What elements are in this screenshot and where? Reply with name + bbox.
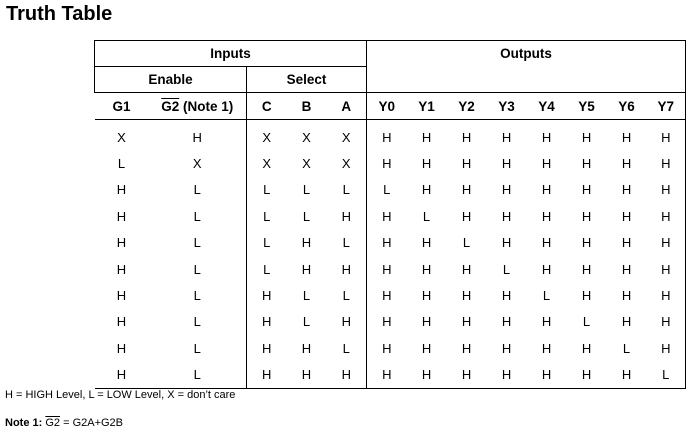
table-cell: H	[581, 288, 592, 304]
table-cell: H	[461, 261, 472, 277]
table-cell: H	[501, 156, 512, 172]
table-cell: X	[262, 129, 272, 145]
table-cell: H	[647, 120, 686, 151]
col-header-y6: Y6	[607, 93, 647, 120]
table-cell: L	[647, 362, 686, 389]
table-cell: H	[527, 362, 567, 389]
table-cell: H	[447, 362, 487, 389]
table-cell: H	[327, 256, 367, 282]
table-cell: L	[327, 335, 367, 361]
table-cell: H	[149, 120, 247, 151]
table-cell: H	[541, 340, 552, 356]
table-cell: L	[302, 288, 311, 304]
g2-note-ref: (Note 1)	[179, 98, 234, 114]
table-cell: H	[647, 230, 686, 256]
table-cell: H	[116, 340, 127, 356]
table-row	[95, 203, 686, 229]
table-cell: X	[302, 156, 311, 172]
table-cell: L	[263, 182, 271, 198]
note-symbol: G2	[45, 417, 61, 429]
table-cell: H	[621, 156, 632, 172]
table-cell: H	[247, 362, 287, 389]
table-cell: L	[622, 340, 631, 356]
table-cell: H	[647, 256, 686, 282]
table-cell: H	[501, 208, 512, 224]
table-cell: H	[647, 282, 686, 308]
table-cell: H	[421, 156, 432, 172]
page-title: Truth Table	[6, 3, 113, 25]
table-cell: L	[327, 230, 367, 256]
table-cell: H	[541, 261, 552, 277]
table-cell: H	[647, 150, 686, 176]
table-cell: H	[541, 156, 552, 172]
table-cell: H	[327, 309, 367, 335]
table-cell: H	[421, 235, 432, 251]
table-cell: H	[461, 208, 472, 224]
table-row	[95, 256, 686, 282]
table-cell: H	[501, 288, 512, 304]
table-cell: H	[581, 235, 592, 251]
table-cell: H	[287, 362, 327, 389]
note-expression: = G2A+G2B	[60, 417, 124, 429]
table-cell: H	[607, 362, 647, 389]
table-cell: L	[542, 288, 551, 304]
table-cell: H	[461, 182, 472, 198]
table-cell: H	[541, 129, 552, 145]
table-cell: H	[262, 340, 272, 356]
table-cell: H	[581, 156, 592, 172]
inputs-header: Inputs	[95, 41, 367, 67]
table-cell: H	[501, 340, 512, 356]
table-cell: H	[301, 235, 312, 251]
table-cell: H	[501, 182, 512, 198]
table-cell: H	[301, 261, 312, 277]
table-cell: H	[301, 340, 312, 356]
table-cell: H	[461, 288, 472, 304]
table-cell: L	[302, 314, 311, 330]
table-cell: H	[421, 129, 432, 145]
col-header-y0: Y0	[367, 93, 407, 120]
table-cell: L	[149, 177, 247, 203]
table-cell: H	[581, 182, 592, 198]
col-header-g1: G1	[95, 93, 149, 120]
table-cell: H	[581, 208, 592, 224]
table-cell: H	[581, 340, 592, 356]
table-cell: H	[501, 129, 512, 145]
table-cell: H	[541, 235, 552, 251]
table-cell: H	[461, 156, 472, 172]
col-header-g2	[149, 93, 247, 120]
table-row	[95, 282, 686, 308]
table-cell: H	[647, 203, 686, 229]
table-row	[95, 150, 686, 176]
table-cell: H	[262, 288, 272, 304]
table-cell: H	[621, 235, 632, 251]
col-header-y1: Y1	[407, 93, 447, 120]
table-cell: H	[382, 288, 392, 304]
truth-table-body	[95, 120, 686, 389]
table-cell: H	[382, 208, 392, 224]
table-cell: H	[95, 362, 149, 389]
table-cell: L	[149, 282, 247, 308]
table-cell: H	[461, 129, 472, 145]
select-header: Select	[247, 67, 367, 93]
table-cell: X	[117, 129, 126, 145]
col-header-y7: Y7	[647, 93, 686, 120]
table-cell: H	[421, 314, 432, 330]
table-cell: H	[116, 314, 127, 330]
table-cell: L	[149, 335, 247, 361]
col-header-y3: Y3	[487, 93, 527, 120]
table-cell: H	[116, 288, 127, 304]
table-cell: H	[262, 314, 272, 330]
table-cell: H	[501, 314, 512, 330]
table-cell: H	[621, 314, 632, 330]
table-cell: H	[382, 340, 392, 356]
table-cell: L	[149, 256, 247, 282]
table-row	[95, 362, 686, 389]
table-cell: H	[621, 208, 632, 224]
table-cell: H	[647, 309, 686, 335]
table-cell: H	[421, 340, 432, 356]
table-cell: H	[327, 203, 367, 229]
table-cell: H	[621, 129, 632, 145]
table-cell: H	[581, 129, 592, 145]
table-cell: H	[567, 362, 607, 389]
table-cell: L	[383, 182, 391, 198]
truth-table	[94, 40, 686, 389]
table-cell: L	[149, 362, 247, 389]
table-cell: H	[461, 314, 472, 330]
col-header-y4: Y4	[527, 93, 567, 120]
table-cell: L	[149, 203, 247, 229]
table-cell: X	[262, 156, 272, 172]
table-cell: H	[116, 235, 127, 251]
table-cell: H	[541, 314, 552, 330]
col-header-c: C	[247, 93, 287, 120]
table-cell: L	[582, 314, 591, 330]
table-cell: H	[382, 129, 392, 145]
table-cell: L	[149, 309, 247, 335]
table-cell: H	[541, 208, 552, 224]
table-cell: H	[407, 362, 447, 389]
table-row	[95, 309, 686, 335]
table-cell: L	[302, 208, 311, 224]
table-cell: H	[501, 235, 512, 251]
table-cell: L	[117, 156, 126, 172]
note-label: Note 1:	[5, 417, 43, 429]
table-cell: H	[621, 261, 632, 277]
table-cell: H	[621, 182, 632, 198]
legend-text: H = HIGH Level, L = LOW Level, X = don’t care	[5, 389, 236, 401]
table-cell: H	[367, 362, 407, 389]
table-cell: H	[116, 182, 127, 198]
table-cell: H	[382, 156, 392, 172]
table-row	[95, 177, 686, 203]
table-row	[95, 120, 686, 151]
table-cell: H	[421, 182, 432, 198]
table-cell: H	[421, 261, 432, 277]
table-cell: H	[382, 235, 392, 251]
table-cell: L	[502, 261, 511, 277]
table-cell: H	[421, 288, 432, 304]
table-cell: L	[327, 282, 367, 308]
table-cell: L	[263, 235, 271, 251]
table-cell: X	[327, 120, 367, 151]
table-cell: X	[149, 150, 247, 176]
table-cell: H	[647, 177, 686, 203]
table-cell: L	[263, 208, 271, 224]
table-cell: L	[149, 230, 247, 256]
outputs-header: Outputs	[367, 41, 686, 93]
table-cell: L	[263, 261, 271, 277]
table-cell: H	[116, 261, 127, 277]
table-row	[95, 230, 686, 256]
table-cell: L	[327, 177, 367, 203]
col-header-y2: Y2	[447, 93, 487, 120]
table-cell: X	[327, 150, 367, 176]
table-cell: H	[382, 314, 392, 330]
table-cell: L	[302, 182, 311, 198]
col-header-y5: Y5	[567, 93, 607, 120]
table-row	[95, 335, 686, 361]
table-cell: H	[382, 261, 392, 277]
table-cell: X	[302, 129, 311, 145]
table-cell: H	[487, 362, 527, 389]
table-cell: H	[327, 362, 367, 389]
table-cell: H	[647, 335, 686, 361]
g2-overline-label: G2	[161, 98, 180, 114]
table-cell: H	[541, 182, 552, 198]
table-cell: H	[116, 208, 127, 224]
col-header-b: B	[287, 93, 327, 120]
table-cell: L	[422, 208, 431, 224]
table-cell: H	[621, 288, 632, 304]
col-header-a: A	[327, 93, 367, 120]
table-cell: H	[581, 261, 592, 277]
table-cell: L	[462, 235, 471, 251]
enable-header: Enable	[95, 67, 247, 93]
table-cell: H	[461, 340, 472, 356]
note-1	[5, 417, 123, 429]
